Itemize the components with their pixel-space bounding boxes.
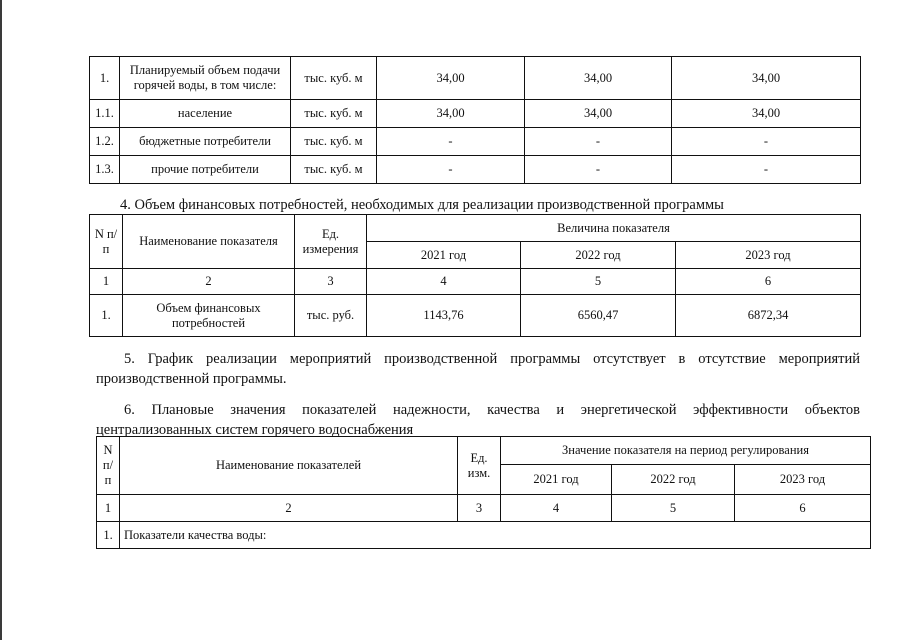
index-row — [97, 495, 871, 522]
table-row — [90, 100, 861, 128]
row-number: 1. — [90, 57, 120, 100]
index-cell: 1 — [97, 495, 120, 522]
row-number: 1.2. — [90, 128, 120, 156]
value-2023: 6872,34 — [676, 295, 861, 337]
value-2021: 1143,76 — [367, 295, 521, 337]
header-year-2022: 2022 год — [521, 242, 676, 269]
indicators-table — [96, 436, 871, 549]
value-2021: 34,00 — [377, 100, 525, 128]
table-row — [97, 522, 871, 549]
row-unit: тыс. руб. — [295, 295, 367, 337]
header-unit: Ед. измерения — [295, 215, 367, 269]
table-row — [90, 295, 861, 337]
header-number: N п/п — [90, 215, 123, 269]
index-cell: 4 — [367, 269, 521, 295]
index-row — [90, 269, 861, 295]
header-name: Наименование показателей — [120, 437, 458, 495]
index-cell: 3 — [295, 269, 367, 295]
index-cell: 1 — [90, 269, 123, 295]
planned-volume-table — [89, 56, 861, 184]
value-2022: 34,00 — [525, 57, 672, 100]
header-value-group: Значение показателя на период регулирования — [501, 437, 871, 465]
table-row — [90, 57, 861, 100]
row-number: 1. — [90, 295, 123, 337]
row-name: бюджетные потребители — [120, 128, 291, 156]
row-name: Объем финансовых потребностей — [123, 295, 295, 337]
value-2022: 34,00 — [525, 100, 672, 128]
header-year-2023: 2023 год — [676, 242, 861, 269]
index-cell: 4 — [501, 495, 612, 522]
header-value-group: Величина показателя — [367, 215, 861, 242]
table-header-row — [90, 215, 861, 242]
value-2021: 34,00 — [377, 57, 525, 100]
value-2023: - — [672, 128, 861, 156]
value-2021: - — [377, 128, 525, 156]
section-4-heading: 4. Объем финансовых потребностей, необходимых для реализации производственной программы — [120, 197, 724, 213]
table-row — [90, 156, 861, 184]
page-left-edge — [0, 0, 2, 640]
value-2023: 34,00 — [672, 57, 861, 100]
value-2023: - — [672, 156, 861, 184]
header-year-2021: 2021 год — [367, 242, 521, 269]
row-name: население — [120, 100, 291, 128]
financial-needs-table — [89, 214, 861, 337]
row-unit: тыс. куб. м — [291, 100, 377, 128]
row-number: 1.3. — [90, 156, 120, 184]
row-unit: тыс. куб. м — [291, 57, 377, 100]
value-2022: 6560,47 — [521, 295, 676, 337]
row-unit: тыс. куб. м — [291, 128, 377, 156]
section-6-heading: 6. Плановые значения показателей надежности, качества и энергетической эффективности объектов централизованных систем горячего водоснабжения — [96, 402, 860, 438]
row-name: Планируемый объем подачи горячей воды, в том числе: — [120, 57, 291, 100]
index-cell: 2 — [123, 269, 295, 295]
index-cell: 2 — [120, 495, 458, 522]
index-cell: 3 — [458, 495, 501, 522]
header-year-2022: 2022 год — [612, 465, 735, 495]
row-number: 1.1. — [90, 100, 120, 128]
header-name: Наименование показателя — [123, 215, 295, 269]
table-row — [90, 128, 861, 156]
row-number: 1. — [97, 522, 120, 549]
index-cell: 5 — [521, 269, 676, 295]
header-number: N п/ п — [97, 437, 120, 495]
index-cell: 6 — [676, 269, 861, 295]
header-unit: Ед. изм. — [458, 437, 501, 495]
table-header-row — [97, 437, 871, 465]
row-name: Показатели качества воды: — [120, 522, 871, 549]
value-2023: 34,00 — [672, 100, 861, 128]
value-2021: - — [377, 156, 525, 184]
header-year-2023: 2023 год — [735, 465, 871, 495]
row-name: прочие потребители — [120, 156, 291, 184]
section-5-text: 5. График реализации мероприятий производственной программы отсутствует в отсутствие мероприятий производственной программы. — [96, 351, 860, 387]
value-2022: - — [525, 128, 672, 156]
header-year-2021: 2021 год — [501, 465, 612, 495]
index-cell: 6 — [735, 495, 871, 522]
row-unit: тыс. куб. м — [291, 156, 377, 184]
value-2022: - — [525, 156, 672, 184]
index-cell: 5 — [612, 495, 735, 522]
